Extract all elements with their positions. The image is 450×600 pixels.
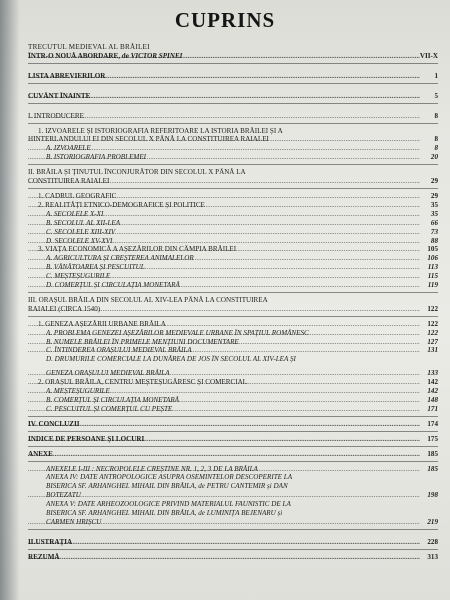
divider xyxy=(28,529,438,530)
toc-entry: ..... ILUSTRAȚIA 228 xyxy=(28,538,438,547)
toc-entry: ..... IV. CONCLUZII 174 xyxy=(28,420,438,429)
toc-entry: ..... D. COMERȚUL ȘI CIRCULAȚIA MONETARĂ 119 xyxy=(28,281,438,290)
toc-entry: ..... ÎNTR-O NOUĂ ABORDARE, de VICTOR SPINEI VII-X xyxy=(28,52,438,61)
toc-entry: ..... 1. CADRUL GEOGRAFIC 29 xyxy=(28,192,438,201)
toc-entry: ..... LISTA ABREVIERILOR 1 xyxy=(28,72,438,81)
table-of-contents xyxy=(28,43,438,562)
divider xyxy=(28,416,438,417)
toc-entry: TRECUTUL MEDIEVAL AL BRĂILEI xyxy=(28,43,150,51)
toc-entry: ..... CONSTITUIREA RAIALEI 29 xyxy=(28,177,438,186)
divider xyxy=(28,103,438,104)
toc-entry: ..... B. ISTORIOGRAFIA PROBLEMEI 20 xyxy=(28,153,438,162)
divider xyxy=(28,431,438,432)
toc-entry: ..... RAIALEI (CIRCA 1540) 122 xyxy=(28,305,438,314)
toc-entry: ..... ANEXELE I-III : NECROPOLELE CREȘTINE NR. 1, 2, 3 DE LA BRĂILA 185 xyxy=(28,465,438,474)
toc-entry: ..... I. INTRODUCERE 8 xyxy=(28,112,438,121)
divider xyxy=(28,316,438,317)
toc-entry: ..... C. SECOLELE XIII-XIV 73 xyxy=(28,228,438,237)
toc-entry: ..... C. ÎNTINDEREA ORAȘULUI MEDIEVAL BRĂILA 131 xyxy=(28,346,438,355)
divider xyxy=(28,461,438,462)
toc-entry: ..... A. MEȘTEȘUGURILE 142 xyxy=(28,387,438,396)
toc-entry: ANEXA IV: DATE ANTROPOLOGICE ASUPRA OSEMINTELOR DESCOPERITE LA xyxy=(46,473,293,482)
toc-entry: ..... BOTEZATU 198 xyxy=(28,491,438,500)
toc-entry: ..... B. SECOLUL AL XII-LEA 66 xyxy=(28,219,438,228)
divider xyxy=(28,292,438,293)
toc-entry: BISERICA SF. ARHANGHEL MIHAIL DIN BRĂILA, de LUMINIȚA BEJENARU și xyxy=(46,509,283,518)
toc-entry: ..... A. IZVOARELE 8 xyxy=(28,144,438,153)
divider xyxy=(28,63,438,64)
toc-entry: ..... A. PROBLEMA GENEZEI AȘEZĂRILOR MEDIEVALE URBANE ÎN SPAȚIUL ROMÂNESC 122 xyxy=(28,329,438,338)
toc-entry: ..... A. AGRICULTURA ȘI CREȘTEREA ANIMALELOR 106 xyxy=(28,254,438,263)
toc-entry: ..... 2. REALITĂȚI ETNICO-DEMOGRAFICE ȘI POLITICE 35 xyxy=(28,201,438,210)
binding-shadow xyxy=(0,0,20,600)
toc-entry: ..... 2. ORAȘUL BRĂILA, CENTRU MEȘTEȘUGĂRESC ȘI COMERCIAL 142 xyxy=(28,378,438,387)
toc-entry: ..... CARMEN HRIȘCU 219 xyxy=(28,518,438,527)
divider xyxy=(28,188,438,189)
divider xyxy=(28,164,438,165)
toc-entry: ANEXA V: DATE ARHEOZOOLOGICE PRIVIND MATERIALUL FAUNISTIC DE LA xyxy=(46,500,291,509)
toc-entry: II. BRĂILA ȘI ȚINUTUL ÎNCONJURĂTOR DIN SECOLUL X PÂNĂ LA xyxy=(28,168,246,177)
toc-entry: ..... GENEZA ORAȘULUI MEDIEVAL BRĂILA 133 xyxy=(28,369,438,378)
page-title: CUPRINS xyxy=(174,8,276,32)
toc-entry: ..... HINTERLANDULUI EI DIN SECOLUL X PÂNĂ LA CONSTITUIREA RAIALEI 8 xyxy=(28,135,438,144)
toc-entry: ..... C. MEȘTEȘUGURILE 115 xyxy=(28,272,438,281)
toc-entry: III. ORAȘUL BRĂILA DIN SECOLUL AL XIV-LEA PÂNĂ LA CONSTITUIREA xyxy=(28,295,268,304)
divider xyxy=(28,123,438,124)
toc-entry: BISERICA SF. ARHANGHEL MIHAIL DIN BRĂILA, de PETRU CANTEMIR și DAN xyxy=(46,482,288,491)
toc-entry: ..... D. SECOLELE XV-XVI 88 xyxy=(28,237,438,246)
toc-entry: ..... B. COMERȚUL ȘI CIRCULAȚIA MONETARĂ 148 xyxy=(28,396,438,405)
divider xyxy=(28,446,438,447)
toc-entry: ..... ANEXE 185 xyxy=(28,450,438,459)
divider xyxy=(28,549,438,550)
toc-entry: ..... REZUMĂ 313 xyxy=(28,553,438,562)
toc-entry: ..... A. SECOLELE X-XI 35 xyxy=(28,210,438,219)
toc-entry: ..... INDICE DE PERSOANE ȘI LOCURI 175 xyxy=(28,435,438,444)
toc-entry: 1. IZVOARELE ȘI ISTORIOGRAFIA REFERITOARE LA ISTORIA BRĂILEI ȘI A xyxy=(38,126,283,135)
toc-entry: ..... C. PESCUITUL ȘI COMERȚUL CU PEȘTE 171 xyxy=(28,405,438,414)
toc-entry: D. DRUMURILE COMERCIALE LA DUNĂREA DE JOS ÎN SECOLUL AL XIV-LEA ȘI xyxy=(46,355,296,364)
divider xyxy=(28,83,438,84)
toc-entry: ..... B. NUMELE BRĂILEI ÎN PRIMELE MENȚIUNI DOCUMENTARE 127 xyxy=(28,338,438,347)
toc-entry: ..... B. VÂNĂTOAREA ȘI PESCUITUL 113 xyxy=(28,263,438,272)
toc-entry: ..... 1. GENEZA AȘEZĂRII URBANE BRĂILA 122 xyxy=(28,320,438,329)
toc-entry: ..... CUVÂNT ÎNAINTE 5 xyxy=(28,92,438,101)
toc-entry: ..... 3. VIAȚA ECONOMICĂ A AȘEZĂRILOR DIN CÂMPIA BRĂILEI 105 xyxy=(28,245,438,254)
